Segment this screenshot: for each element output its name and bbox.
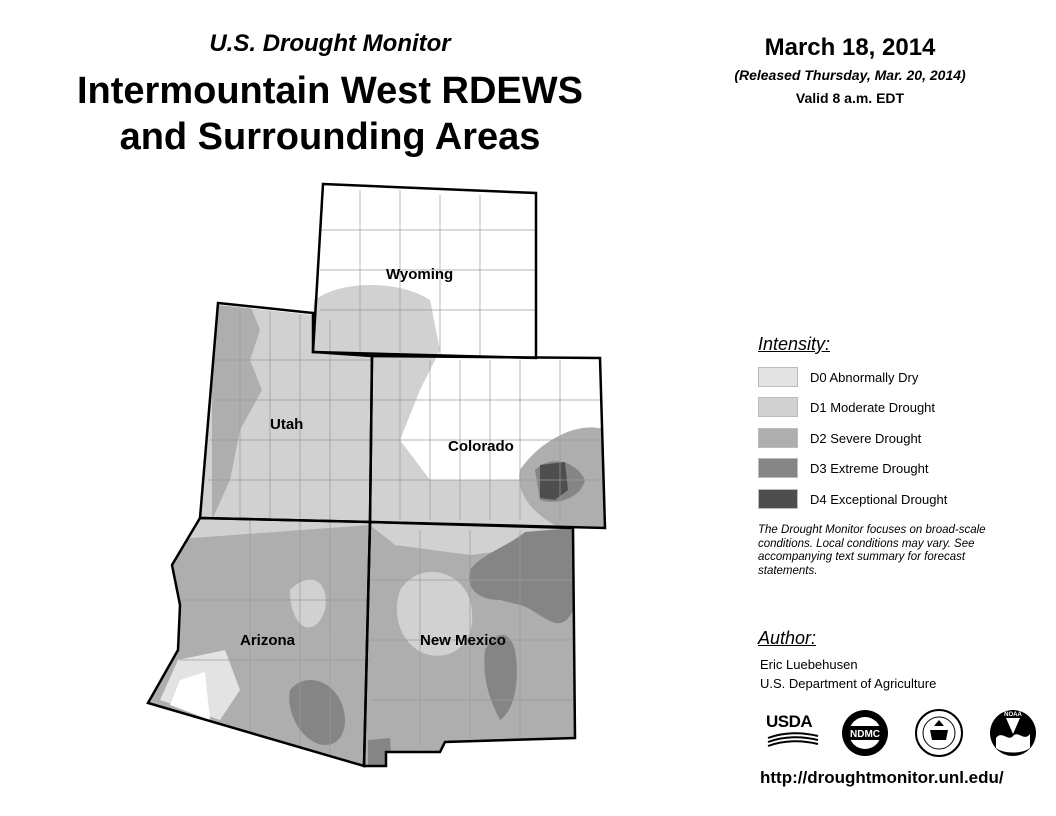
legend-swatch-d3: [758, 458, 798, 478]
release-date: (Released Thursday, Mar. 20, 2014): [734, 67, 966, 83]
noaa-logo: [988, 708, 1038, 758]
legend-label-d2: D2 Severe Drought: [810, 430, 922, 446]
state-label-wyoming: Wyoming: [386, 266, 454, 283]
legend-label-d4: D4 Exceptional Drought: [810, 491, 948, 507]
legend-label-d1: D1 Moderate Drought: [810, 399, 936, 415]
ndmc-logo-text: NDMC: [850, 729, 880, 740]
legend-item-d2: [758, 427, 921, 449]
legend-title: Intensity:: [758, 334, 831, 354]
author-org: U.S. Department of Agriculture: [760, 676, 937, 691]
legend-label-d0: D0 Abnormally Dry: [810, 369, 919, 385]
map-title-line1: Intermountain West RDEWS: [77, 70, 583, 112]
state-label-utah: Utah: [270, 416, 304, 433]
usda-logo-hills-icon: [766, 732, 820, 750]
legend-item-d1: [758, 396, 935, 418]
state-label-arizona: Arizona: [240, 632, 296, 649]
legend-item-d4: [758, 488, 947, 510]
map-subtitle: U.S. Drought Monitor: [209, 30, 451, 57]
state-label-new-mexico: New Mexico: [420, 632, 506, 649]
usda-logo: [766, 712, 820, 752]
legend-swatch-d0: [758, 367, 798, 387]
usda-logo-text: USDA: [766, 712, 813, 731]
legend-swatch-d4: [758, 489, 798, 509]
legend-item-d3: [758, 457, 929, 479]
map-date: March 18, 2014: [764, 34, 936, 61]
ndmc-logo: [840, 708, 890, 758]
website-link[interactable]: http://droughtmonitor.unl.edu/: [760, 768, 1004, 787]
legend-swatch-d1: [758, 397, 798, 417]
monitor-note: The Drought Monitor focuses on broad-scale conditions. Local conditions may vary. See accompanying text summary for forecast statements.: [758, 524, 986, 577]
state-label-colorado: Colorado: [448, 438, 514, 455]
noaa-logo-text: NOAA: [1004, 712, 1022, 718]
map-title-line2: and Surrounding Areas: [119, 116, 541, 158]
legend-swatch-d2: [758, 428, 798, 448]
valid-time: Valid 8 a.m. EDT: [795, 90, 905, 106]
author-title: Author:: [758, 628, 817, 648]
author-name: Eric Luebehusen: [760, 657, 858, 672]
doc-seal-icon: [914, 708, 964, 758]
legend-item-d0: [758, 366, 918, 388]
legend-label-d3: D3 Extreme Drought: [810, 460, 929, 476]
